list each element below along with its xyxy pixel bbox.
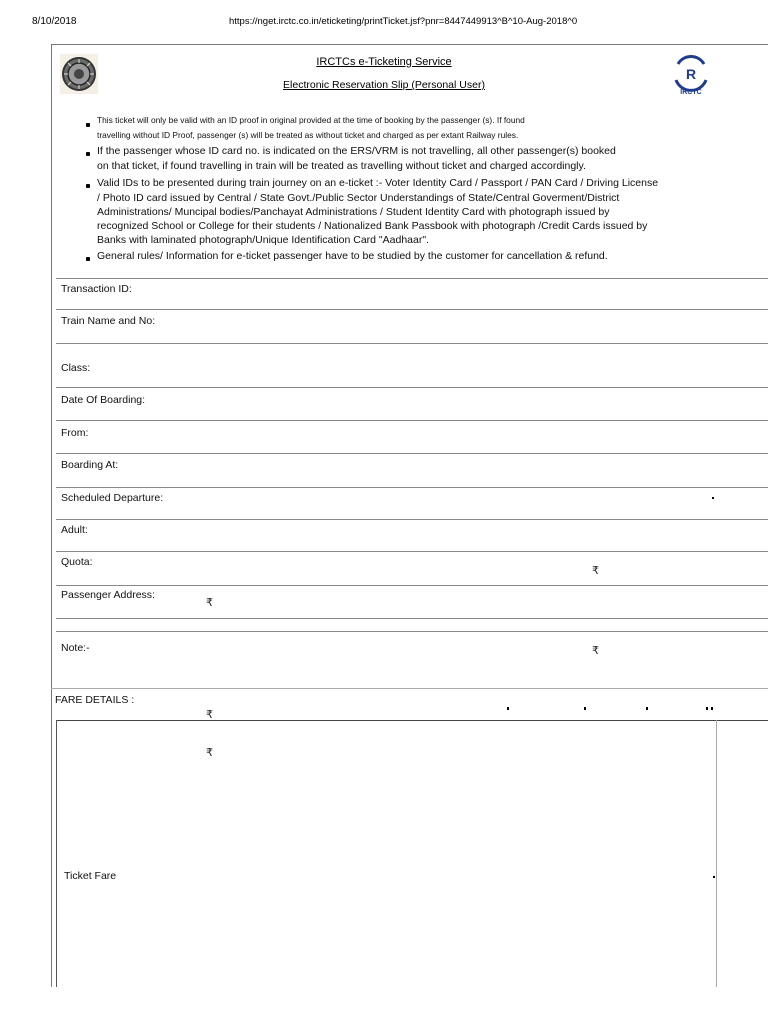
rule-3-line-1: Valid IDs to be presented during train journey on an e-ticket :- Voter Identity Card / Passport / PAN Card / Driving License [97, 177, 659, 189]
print-date: 8/10/2018 [32, 16, 77, 27]
rule-1-line-2: travelling without ID Proof, passenger (s) will be treated as without ticket and charged as per extant Railway rules. [97, 130, 519, 140]
row-divider [56, 618, 768, 619]
mark [646, 707, 648, 710]
boarding-at-label: Boarding At: [61, 459, 119, 471]
fare-box-border [56, 720, 768, 721]
row-divider [56, 309, 768, 310]
quota-label: Quota: [61, 556, 93, 568]
ticket-fare-label: Ticket Fare [64, 870, 117, 882]
row-divider [51, 688, 768, 689]
rupee-icon: ₹ [206, 597, 213, 609]
row-divider [56, 387, 768, 388]
row-divider [56, 631, 768, 632]
row-divider [56, 420, 768, 421]
mark [712, 497, 714, 499]
note-label: Note:- [61, 642, 90, 654]
date-of-boarding-label: Date Of Boarding: [61, 394, 146, 406]
svg-text:R: R [685, 66, 697, 82]
bullet-icon [86, 123, 90, 127]
slip-subtitle: Electronic Reservation Slip (Personal User) [283, 79, 485, 91]
train-name-label: Train Name and No: [61, 315, 156, 327]
print-url: https://nget.irctc.co.in/eticketing/printTicket.jsf?pnr=8447449913^B^10-Aug-2018^0 [229, 16, 578, 27]
service-title: IRCTCs e-Ticketing Service [316, 56, 452, 68]
fare-box-divider [716, 720, 717, 987]
bullet-icon [86, 257, 90, 261]
mark [711, 707, 713, 710]
row-divider [56, 551, 768, 552]
rule-1-line-1: This ticket will only be valid with an ID proof in original provided at the time of booking by the passenger (s). If found [97, 115, 525, 125]
mark [584, 707, 586, 710]
mark [706, 707, 708, 710]
row-divider [56, 519, 768, 520]
rule-2-line-1: If the passenger whose ID card no. is indicated on the ERS/VRM is not travelling, all other passenger(s) booked [97, 145, 616, 157]
row-divider [56, 453, 768, 454]
rupee-icon: ₹ [206, 747, 213, 759]
row-divider [56, 487, 768, 488]
adult-label: Adult: [61, 524, 88, 536]
rupee-icon: ₹ [592, 645, 599, 657]
fare-box-left-border [56, 720, 57, 987]
row-divider [56, 278, 768, 279]
rule-3-line-2: / Photo ID card issued by Central / State Govt./Public Sector Understandings of State/Central Goverment/District [97, 192, 620, 204]
bullet-icon [86, 184, 90, 188]
rupee-icon: ₹ [592, 565, 599, 577]
mark [713, 876, 715, 878]
row-divider [56, 343, 768, 344]
irctc-logo-text: IRCTC [680, 89, 702, 96]
mark [507, 707, 509, 710]
passenger-address-label: Passenger Address: [61, 589, 155, 601]
rule-2-line-2: on that ticket, if found travelling in train will be treated as travelling without ticket and charged accordingly. [97, 160, 586, 172]
rule-3-line-5: Banks with laminated photograph/Unique Identification Card "Aadhaar". [97, 234, 429, 246]
transaction-id-label: Transaction ID: [61, 283, 132, 295]
row-divider [56, 585, 768, 586]
class-label: Class: [61, 362, 91, 374]
rupee-icon: ₹ [206, 709, 213, 721]
rule-3-line-3: Administrations/ Muncipal bodies/Panchayat Administrations / Student Identity Card with photograph issued by [97, 206, 610, 218]
bullet-icon [86, 152, 90, 156]
fare-details-label: FARE DETAILS : [55, 694, 135, 706]
scheduled-departure-label: Scheduled Departure: [61, 492, 164, 504]
rule-3-line-4: recognized School or College for their students / Nationalized Bank Passbook with photograph /Credit Cards issued by [97, 220, 648, 232]
from-label: From: [61, 427, 89, 439]
rule-4-line-1: General rules/ Information for e-ticket passenger have to be studied by the customer for cancellation & refund. [97, 250, 608, 262]
